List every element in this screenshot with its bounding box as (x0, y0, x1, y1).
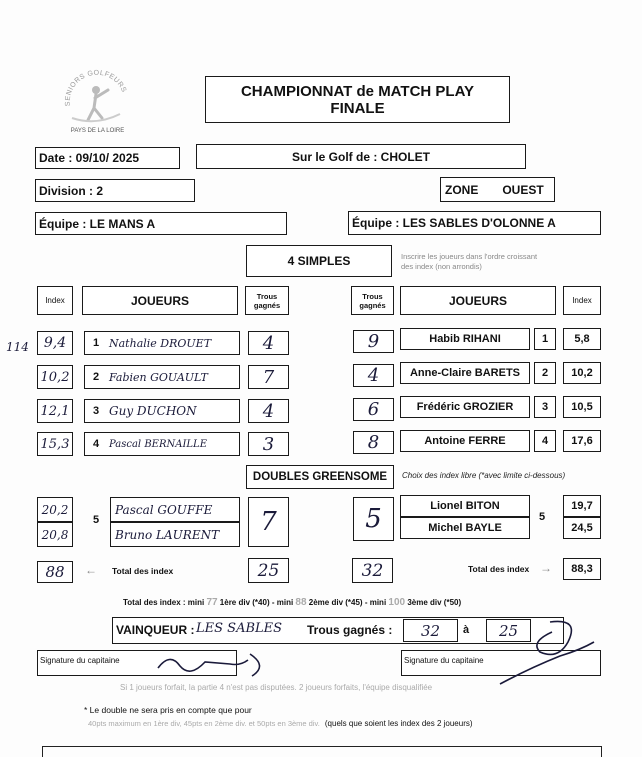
header-joueurs-right: JOUEURS (400, 286, 556, 315)
header-trous-right-l2: gagnés (359, 300, 386, 310)
row4-right-name: Antoine FERRE (400, 430, 530, 452)
row3-left-index: 12,1 (37, 399, 73, 423)
row2-left-player (84, 365, 240, 389)
doubles-left-number: 5 (93, 514, 100, 526)
row4-right-index: 17,6 (563, 430, 601, 452)
row1-right-name: Habib RIHANI (400, 328, 530, 350)
limits-t1: 1ère div (*40) (219, 598, 270, 607)
row3-right-trous: 6 (353, 398, 394, 421)
simples-note-1: Inscrire les joueurs dans l'ordre croissant (401, 252, 538, 261)
double-note: * Le double ne sera pris en compte que pour (84, 705, 252, 715)
signature-right-scribble-icon (490, 612, 600, 692)
double-max-tail: (quels que soient les index des 2 joueurs) (324, 719, 473, 728)
division-field: Division : 2 (35, 179, 195, 202)
row4-left-player (84, 432, 240, 456)
row4-left-name: Pascal BERNAILLE (109, 438, 207, 450)
right-total-label: Total des index (468, 564, 530, 574)
doubles-left-index-2: 20,8 (37, 522, 73, 547)
left-total-index: 88 (37, 561, 73, 583)
margin-note: 114 (6, 340, 29, 354)
limits-t3: 3ème div (*50) (407, 598, 462, 607)
simples-title: 4 SIMPLES (246, 245, 392, 277)
row2-number: 2 (93, 371, 100, 383)
left-total-trous: 25 (248, 558, 289, 583)
title-box (205, 76, 510, 123)
winner-label: VAINQUEUR : (116, 623, 195, 637)
limits-prefix: Total des index : mini (123, 598, 205, 607)
row1-number: 1 (93, 337, 100, 349)
header-trous-left-l1: Trous (256, 291, 278, 301)
row1-left-name: Nathalie DROUET (109, 336, 212, 350)
row4-left-index: 15,3 (37, 432, 73, 456)
row3-left-player (84, 399, 240, 423)
row3-left-trous: 4 (248, 399, 289, 423)
logo-arc-text: SENIORS GOLFEURS (64, 69, 128, 107)
doubles-title: DOUBLES GREENSOME (246, 465, 394, 489)
doubles-left-index-1: 20,2 (37, 497, 73, 522)
left-total-arrow: ← (85, 563, 97, 577)
doubles-left-trous: 7 (248, 497, 289, 547)
signature-left-label: Signature du capitaine (40, 656, 120, 665)
winner-a: à (463, 624, 470, 636)
limits-v1: 77 (206, 597, 218, 608)
row1-left-trous: 4 (248, 331, 289, 355)
header-index-left: Index (37, 286, 73, 315)
row2-right-number: 2 (534, 362, 556, 384)
row1-right-index: 5,8 (563, 328, 601, 350)
limits-sep1: - mini (271, 598, 294, 607)
header-index-right: Index (563, 286, 601, 315)
limits-t2: 2ème div (*45) (308, 598, 363, 607)
header-trous-right-l1: Trous (362, 291, 383, 301)
right-total-index: 88,3 (563, 558, 601, 580)
row3-number: 3 (93, 405, 100, 417)
title-line2: FINALE (330, 99, 385, 117)
zone-value: OUEST (502, 182, 544, 197)
row4-number: 4 (93, 438, 100, 450)
row4-left-trous: 3 (248, 432, 289, 456)
row2-right-index: 10,2 (563, 362, 601, 384)
winner-value: LES SABLES (196, 621, 283, 636)
right-total-trous: 32 (352, 558, 393, 583)
title-line1: CHAMPIONNAT de MATCH PLAY (240, 82, 475, 100)
limits-sep2: - mini (364, 598, 387, 607)
signature-left-scribble-icon (150, 648, 270, 682)
forfait-note: Si 1 joueurs forfait, la partie 4 n'est pas disputées. 2 joueurs forfaits, l'équipe disqualifiée (120, 683, 433, 692)
logo-region: PAYS DE LA LOIRE (70, 128, 125, 134)
winner-score-1: 32 (403, 619, 458, 642)
row3-right-name: Frédéric GROZIER (400, 396, 530, 418)
row2-right-trous: 4 (353, 364, 394, 387)
right-total-arrow: → (540, 561, 552, 575)
bottom-box-edge (42, 746, 602, 757)
row3-left-name: Guy DUCHON (109, 404, 197, 418)
team-left: Équipe : LE MANS A (35, 212, 287, 235)
row4-right-trous: 8 (353, 431, 394, 454)
double-max-grey: 40pts maximum en 1ère div, 45pts en 2ème div. et 50pts en 3ème div. (88, 719, 320, 728)
row2-right-name: Anne-Claire BARETS (400, 362, 530, 384)
simples-note-2: des index (non arrondis) (401, 262, 482, 271)
doubles-right-name-2: Michel BAYLE (400, 517, 530, 539)
double-max-note (88, 719, 473, 728)
zone-label: ZONE (445, 182, 479, 197)
row2-left-name: Fabien GOUAULT (109, 370, 208, 384)
winner-score-2: 25 (486, 619, 531, 642)
header-joueurs-left: JOUEURS (82, 286, 238, 315)
header-trous-left (245, 286, 289, 315)
row2-left-index: 10,2 (37, 365, 73, 389)
row3-right-index: 10,5 (563, 396, 601, 418)
golf-field: Sur le Golf de : CHOLET (196, 144, 526, 169)
limits-v2: 88 (295, 597, 307, 608)
left-total-label: Total des index (112, 566, 174, 576)
doubles-right-number: 5 (539, 511, 546, 523)
doubles-left-name-2: Bruno LAURENT (110, 522, 240, 547)
winner-trous-label: Trous gagnés : (307, 623, 393, 637)
signature-right-label: Signature du capitaine (404, 656, 484, 665)
doubles-right-name-1: Lionel BITON (400, 495, 530, 517)
doubles-right-index-1: 19,7 (563, 495, 601, 517)
row1-left-index: 9,4 (37, 331, 73, 355)
date-field: Date : 09/10/ 2025 (35, 147, 180, 169)
doubles-right-index-2: 24,5 (563, 517, 601, 539)
header-trous-right (351, 286, 394, 315)
zone-field (440, 177, 555, 202)
row3-right-number: 3 (534, 396, 556, 418)
row1-right-number: 1 (534, 328, 556, 350)
header-trous-left-l2: gagnés (253, 300, 281, 310)
limits-v3: 100 (388, 597, 406, 608)
doubles-right-trous: 5 (353, 497, 394, 541)
row1-left-player (84, 331, 240, 355)
row4-right-number: 4 (534, 430, 556, 452)
doubles-left-name-1: Pascal GOUFFE (110, 497, 240, 522)
row2-left-trous: 7 (248, 365, 289, 389)
doubles-note: Choix des index libre (*avec limite ci-dessous) (402, 471, 566, 480)
index-limits (123, 597, 461, 608)
row1-right-trous: 9 (353, 330, 394, 353)
team-right: Équipe : LES SABLES D'OLONNE A (348, 211, 601, 235)
